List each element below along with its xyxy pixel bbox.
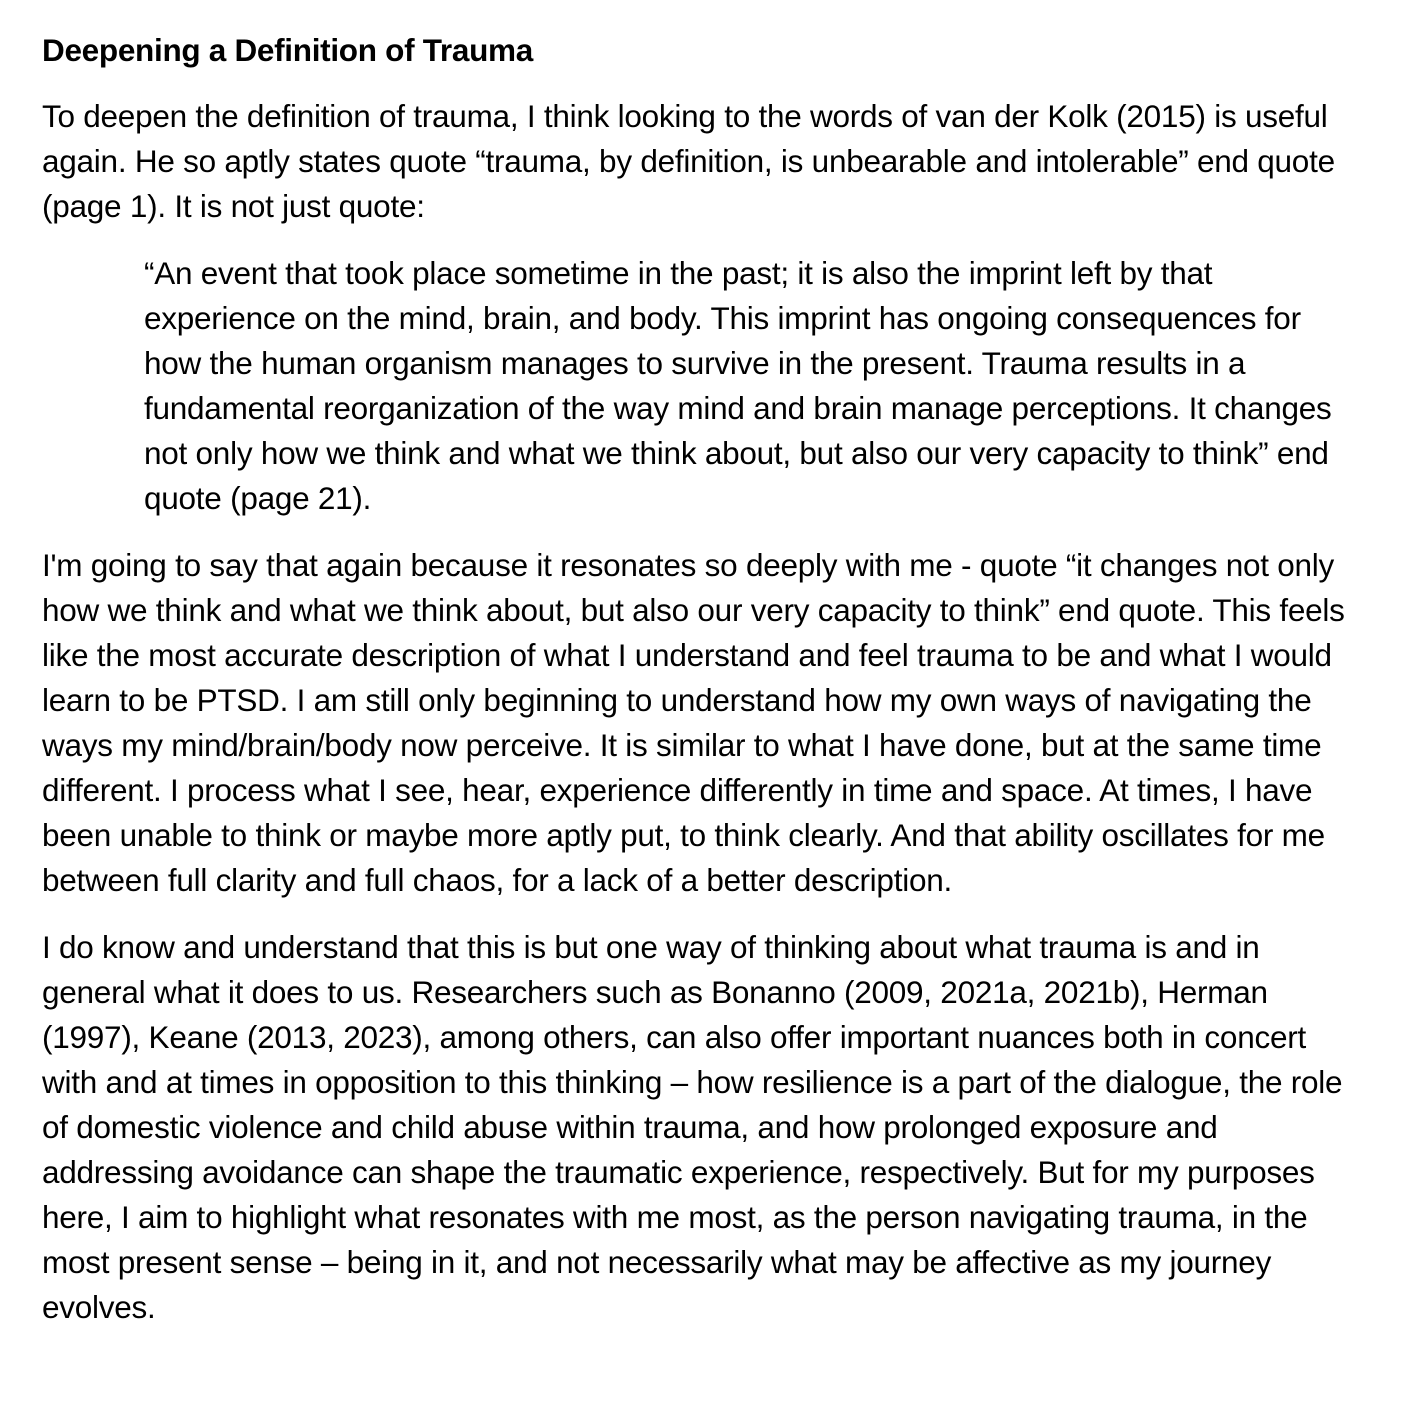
block-quote: “An event that took place sometime in the past; it is also the imprint left by that experience on the mind, brain, and body. This imprint has ongoing consequences for how the human organism manages to survive in the present. Trauma results in a fundamental reorganization of the way mind and brain manage perceptions. It changes not only how we think and what we think about, but also our very capacity to think” end quote (page 21).	[144, 255, 1332, 516]
paragraph-intro: To deepen the definition of trauma, I think looking to the words of van der Kolk (2015) is useful again. He so aptly states quote “trauma, by definition, is unbearable and intolerable” end quote (page 1). It is not just quote:	[42, 98, 1335, 224]
paragraph-researchers: I do know and understand that this is but one way of thinking about what trauma is and in general what it does to us. Researchers such as Bonanno (2009, 2021a, 2021b), Herman (1997), Keane (2013, 2023), among others, can also offer important nuances both in concert with and at times in opposition to this thinking – how resilience is a part of the dialogue, the role of domestic violence and child abuse within trauma, and how prolonged exposure and addressing avoidance can shape the traumatic experience, respectively. But for my purposes here, I aim to highlight what resonates with me most, as the person navigating trauma, in the most present sense – being in it, and not necessarily what may be affective as my journey evolves.	[42, 929, 1343, 1325]
paragraph-reflection: I'm going to say that again because it resonates so deeply with me - quote “it changes not only how we think and what we think about, but also our very capacity to think” end quote. This feels like the most accurate description of what I understand and feel trauma to be and what I would learn to be PTSD. I am still only beginning to understand how my own ways of navigating the ways my mind/brain/body now perceive. It is similar to what I have done, but at the same time different. I process what I see, hear, experience differently in time and space. At times, I have been unable to think or maybe more aptly put, to think clearly. And that ability oscillates for me between full clarity and full chaos, for a lack of a better description.	[42, 547, 1345, 898]
section-heading: Deepening a Definition of Trauma	[42, 32, 533, 68]
